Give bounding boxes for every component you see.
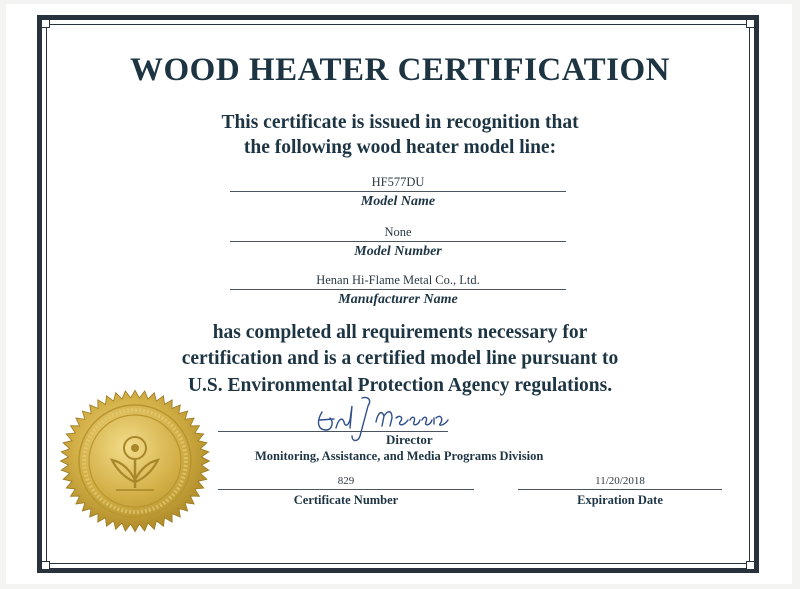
expiration-date-value: 11/20/2018 [595, 475, 645, 487]
expiration-date-line [518, 489, 722, 490]
body-line-3: U.S. Environmental Protection Agency regulations. [187, 375, 613, 396]
corner-ornament [41, 561, 50, 570]
certificate-title: WOOD HEATER CERTIFICATION [129, 52, 671, 88]
model-number-label: Model Number [354, 244, 442, 259]
manufacturer-value: Henan Hi-Flame Metal Co., Ltd. [316, 273, 480, 287]
manufacturer-line [230, 289, 566, 290]
signer-title: Director [386, 432, 433, 447]
certificate-number-label: Certificate Number [293, 493, 399, 507]
corner-ornament [41, 19, 50, 28]
corner-ornament [746, 19, 755, 28]
model-name-line [230, 191, 566, 192]
corner-ornament [746, 561, 755, 570]
certificate-number-line [218, 489, 474, 490]
certificate-number-value: 829 [337, 475, 355, 487]
body-line-1: has completed all requirements necessary for [212, 322, 588, 343]
model-name-label: Model Name [360, 194, 436, 209]
model-number-value: None [384, 225, 412, 239]
expiration-date-label: Expiration Date [577, 493, 663, 507]
division-name: Monitoring, Assistance, and Media Programs Division [255, 449, 544, 463]
model-name-value: HF577DU [371, 175, 425, 189]
body-line-2: certification and is a certified model line pursuant to [181, 348, 619, 369]
intro-line-2: the following wood heater model line: [243, 137, 557, 158]
intro-line-1: This certificate is issued in recognition that [221, 112, 579, 133]
model-number-line [230, 241, 566, 242]
epa-seal-icon [56, 386, 214, 536]
manufacturer-label: Manufacturer Name [338, 292, 458, 307]
